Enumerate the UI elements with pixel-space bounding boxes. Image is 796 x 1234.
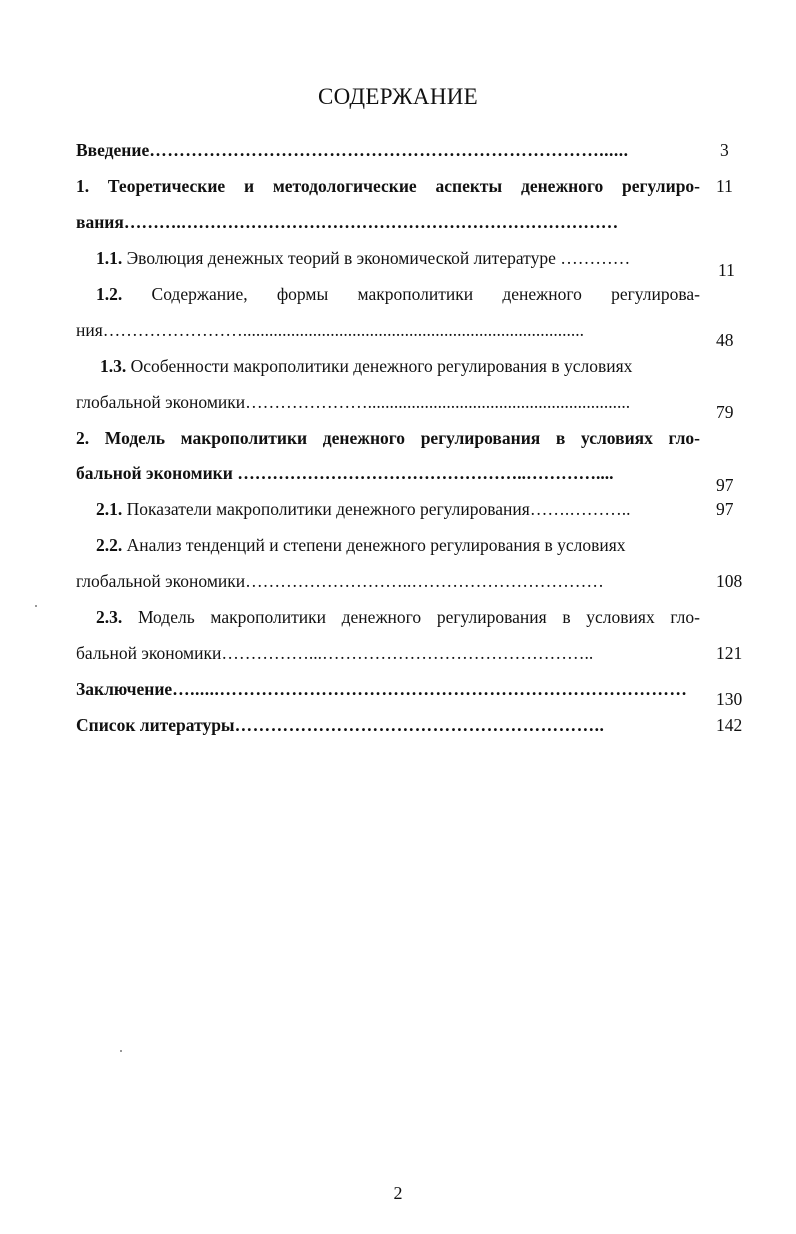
section-number: 1.1. bbox=[96, 248, 123, 268]
toc-entry-section-2-2-cont: глобальной экономики………………………..…………………………… bbox=[76, 571, 604, 591]
toc-entry-section-2-1 bbox=[96, 499, 692, 520]
toc-entry-label: Эволюция денежных теорий в экономической литературе ………… bbox=[122, 248, 631, 268]
dot-leader: …......…………………………………………………………………… bbox=[172, 679, 688, 699]
toc-entry-section-1-3 bbox=[100, 356, 704, 377]
toc-entry-introduction bbox=[76, 140, 702, 161]
toc-page-number: 108 bbox=[716, 571, 743, 591]
section-number: 2.1. bbox=[96, 499, 123, 519]
toc-page-number: 3 bbox=[720, 140, 729, 160]
toc-entry-label: Особенности макрополитики денежного регулирования в условиях bbox=[126, 356, 633, 376]
scan-speck bbox=[120, 1050, 122, 1052]
toc-page-number: 11 bbox=[716, 176, 733, 196]
toc-entry-section-2-2 bbox=[96, 535, 700, 556]
toc-entry-section-2-3 bbox=[96, 607, 700, 631]
toc-entry-label: Модель макрополитики денежного регулирования в условиях гло- bbox=[137, 607, 700, 627]
section-number: 2.2. bbox=[96, 535, 123, 555]
dot-leader: …………………………………………………….. bbox=[234, 715, 605, 735]
scan-speck bbox=[35, 605, 37, 607]
toc-entry-conclusion bbox=[76, 679, 694, 700]
toc-entry-section-1-3-cont: глобальной экономики…………………............................................................ bbox=[76, 392, 631, 412]
toc-entry-section-1-2 bbox=[96, 284, 700, 308]
toc-page-number: 11 bbox=[718, 260, 735, 280]
toc-entry-section-2-3-cont: бальной экономики……………...……………………………………….. bbox=[76, 643, 594, 663]
toc-entry-chapter-2: 2. Модель макрополитики денежного регулирования в условиях гло- bbox=[76, 428, 700, 448]
page-number: 2 bbox=[393, 1183, 403, 1203]
toc-entry-label: Показатели макрополитики денежного регулирования…….……….. bbox=[122, 499, 631, 519]
toc-entry-label: Анализ тенденций и степени денежного регулирования в условиях bbox=[122, 535, 626, 555]
section-number: 2.3. bbox=[96, 607, 123, 627]
toc-entry-bibliography bbox=[76, 715, 694, 736]
toc-page-number: 97 bbox=[716, 475, 734, 495]
section-number: 1.2. bbox=[96, 284, 123, 304]
dot-leader: …………………………………………………………………...... bbox=[149, 140, 629, 160]
toc-page-number: 142 bbox=[716, 715, 743, 735]
toc-entry-label: Содержание, формы макрополитики денежного регулирова- bbox=[151, 284, 700, 304]
toc-entry-chapter-1-cont: вания……….………………………………………………………………… bbox=[76, 212, 619, 232]
toc-entry-chapter-1: 1. Теоретические и методологические аспекты денежного регулиро- bbox=[76, 176, 700, 196]
toc-page-number: 79 bbox=[716, 402, 734, 422]
toc-page-number: 48 bbox=[716, 330, 734, 350]
toc-entry-section-1-2-cont: ния…………………….............................................................................. bbox=[76, 320, 585, 340]
toc-entry-label: Заключение bbox=[76, 679, 173, 699]
toc-entry-label: Введение bbox=[76, 140, 150, 160]
section-number: 1.3. bbox=[100, 356, 127, 376]
toc-page-number: 130 bbox=[716, 689, 743, 709]
page-title: СОДЕРЖАНИЕ bbox=[317, 84, 478, 109]
toc-entry-label: Список литературы bbox=[76, 715, 235, 735]
toc-page-number: 97 bbox=[716, 499, 734, 519]
toc-entry-chapter-2-cont: бальной экономики …………………………………………..………….... bbox=[76, 463, 614, 483]
toc-page-number: 121 bbox=[716, 643, 743, 663]
toc-entry-section-1-1 bbox=[96, 248, 700, 269]
